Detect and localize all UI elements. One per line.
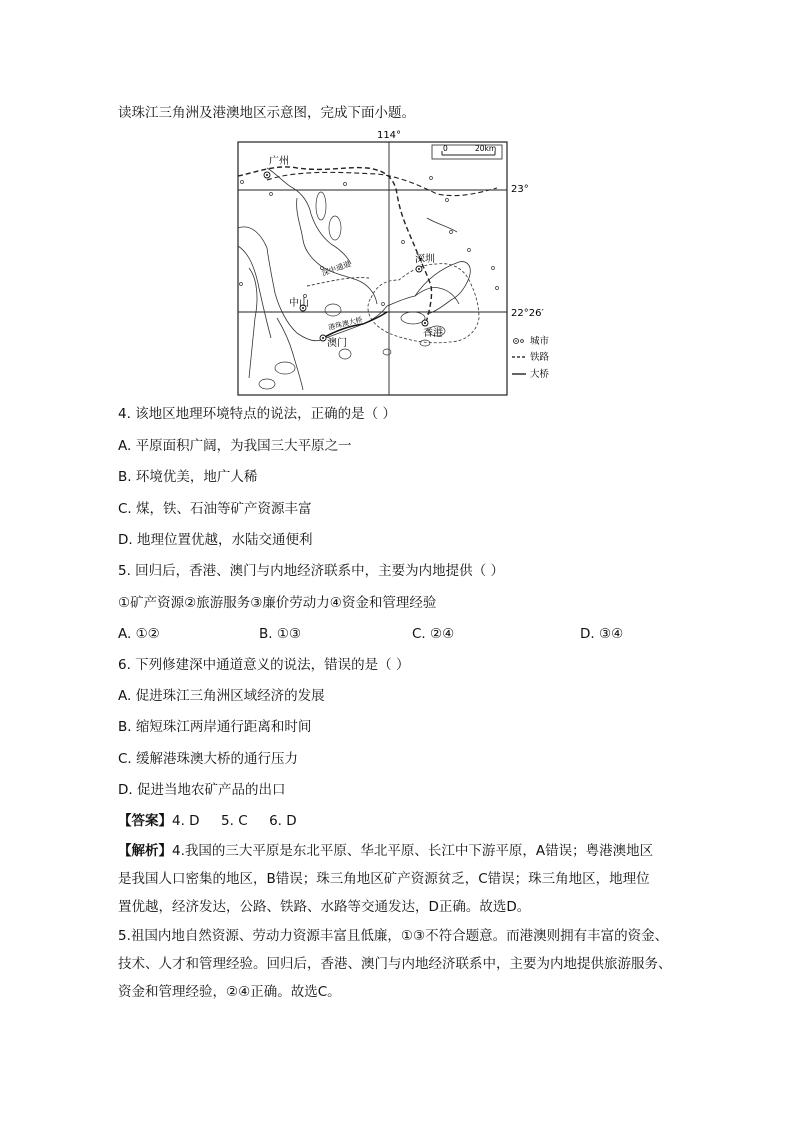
q6-option-b: B. 缩短珠江两岸通行距离和时间 [118, 719, 312, 735]
railway-line [267, 172, 497, 195]
city-hongkong: 香港 [423, 328, 443, 339]
lat-2226-label: 22°26′ [511, 308, 544, 319]
city-macao: 澳门 [327, 338, 347, 349]
legend-city: 城市 [530, 336, 550, 347]
answer-line [118, 812, 297, 830]
tunnel-label: 深中通道 [320, 259, 352, 278]
bridge-label: 港珠澳大桥 [327, 315, 364, 332]
city-zhongshan: 中山 [289, 298, 309, 309]
intro-text: 读珠江三角洲及港澳地区示意图，完成下面小题。 [118, 105, 415, 121]
q4-option-c: C. 煤，铁、石油等矿产资源丰富 [118, 501, 312, 517]
city-guangzhou: 广州 [269, 156, 289, 167]
svg-text:20km: 20km [475, 144, 497, 153]
analysis-paragraph-1: 【解析】4.我国的三大平原是东北平原、华北平原、长江中下游平原，A错误；粤港澳地区 是我国人口密集的地区，B错误；珠三角地区矿产资源贫乏，C错误；珠三角地区，地理位 置优越，经济发达，公路、铁路、水路等交通发达，D正确。故选D。 [118, 843, 654, 915]
svg-text:0: 0 [443, 144, 448, 153]
shenzhong-channel [307, 278, 369, 286]
lat-23-label: 23° [511, 184, 529, 195]
question-6-stem: 6. 下列修建深中通道意义的说法，错误的是（ ） [118, 657, 410, 673]
map-legend [510, 332, 582, 384]
scale-bar [432, 144, 502, 159]
q6-option-a: A. 促进珠江三角洲区域经济的发展 [118, 688, 325, 704]
answer-label: 【答案】 [118, 813, 172, 829]
q4-option-b: B. 环境优美，地广人稀 [118, 469, 258, 485]
q6-option-d: D. 促进当地农矿产品的出口 [118, 782, 286, 798]
q5-option-a: A. ①② [118, 626, 160, 642]
legend-railway: 铁路 [530, 352, 550, 363]
q5-option-b: B. ①③ [259, 626, 302, 642]
q4-option-a: A. 平原面积广阔，为我国三大平原之一 [118, 438, 352, 454]
q6-option-c: C. 缓解港珠澳大桥的通行压力 [118, 751, 299, 767]
q5-option-d: D. ③④ [580, 626, 624, 642]
question-5-stem: 5. 回归后，香港、澳门与内地经济联系中，主要为内地提供（ ） [118, 563, 504, 579]
analysis-paragraph-2: 5.祖国内地自然资源、劳动力资源丰富且低廉，①③不符合题意。而港澳则拥有丰富的资金、 技术、人才和管理经验。回归后，香港、澳门与内地经济联系中，主要为内地提供旅游服务、 资金和管理经验，②④正确。故选C。 [118, 928, 672, 1000]
answer-text: 4. D 5. C 6. D [172, 813, 297, 829]
q5-options-row [118, 625, 678, 643]
city-shenzhen: 深圳 [415, 254, 435, 265]
q4-option-d: D. 地理位置优越，水陆交通便利 [118, 532, 313, 548]
question-5-note: ①矿产资源②旅游服务③廉价劳动力④资金和管理经验 [118, 595, 437, 611]
legend-bridge: 大桥 [530, 369, 550, 380]
question-4-stem: 4. 该地区地理环境特点的说法，正确的是（ ） [118, 406, 396, 422]
analysis-label: 【解析】 [118, 843, 172, 859]
q5-option-c: C. ②④ [412, 626, 455, 642]
longitude-label: 114° [376, 130, 402, 141]
